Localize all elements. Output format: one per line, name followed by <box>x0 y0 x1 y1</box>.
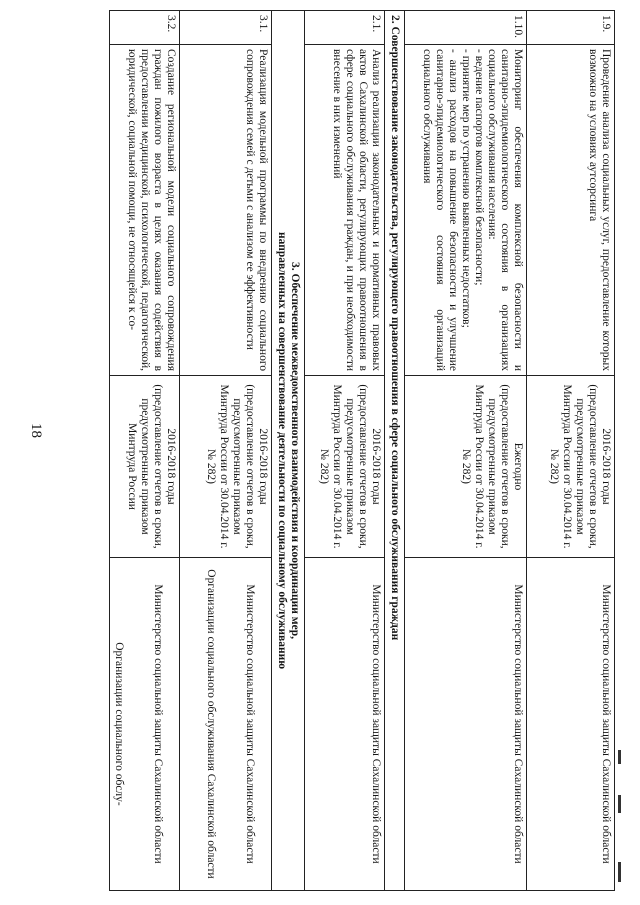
scan-margin-mark <box>618 750 621 764</box>
row-activity: Анализ реализации законодательных и нормативных правовых актов Сахалинской области, регулирующих правоотношения в сфере социального обслуживания граждан, и при необходимости внесение в них изменений <box>305 45 385 376</box>
section-title-line: направленных на совершенствование деятельности по социальному обслуживанию <box>276 231 288 669</box>
row-number: 1.9. <box>527 11 615 45</box>
table-row <box>180 11 272 891</box>
row-executor <box>110 558 180 891</box>
row-executor <box>527 558 615 891</box>
row-number: 2.1. <box>305 11 385 45</box>
row-executor-primary: Министерство социальной защиты Сахалинской области <box>152 584 164 864</box>
row-executor <box>180 558 272 891</box>
row-executor-primary: Министерство социальной защиты Сахалинской области <box>244 584 256 864</box>
row-executor-primary: Министерство социальной защиты Сахалинской области <box>512 584 524 864</box>
row-activity: Мониторинг обеспечения комплексной безопасности и санитарно-эпидемиологического состояния в организациях социального обслуживания населения: - ведение паспортов комплексной безопасности; - принятие мер по устранению выявленных недостатков; - анализ расходов на повышение безопасности и улучшение санитарно-эпидемиологического состояния организаций социального обслуживания <box>405 45 527 376</box>
row-executor-secondary: Организации социального обслу- <box>113 642 125 806</box>
row-executor <box>405 558 527 891</box>
row-number: 1.10. <box>405 11 527 45</box>
row-executor-secondary: Организации социального обслуживания Сахалинской области <box>205 569 217 879</box>
plan-table <box>109 10 615 891</box>
row-number: 3.2. <box>110 11 180 45</box>
row-term: 2016-2018 годы (предоставление отчетов в сроки, предусмотренные приказом Минтруда России от 30.04.2014 г. № 282) <box>305 376 385 558</box>
section-title <box>272 11 305 891</box>
row-activity: Создание региональной модели социального сопровождения граждан пожилого возраста в целях оказания содействия в предоставлении медицинской, психологической, педагогической, юридической, социальной помощи, не относящейся к со- <box>110 45 180 376</box>
row-executor-primary: Министерство социальной защиты Сахалинской области <box>600 584 612 864</box>
section-header <box>385 11 405 891</box>
plan-table-frame <box>60 10 615 890</box>
row-executor <box>305 558 385 891</box>
scan-margin-mark <box>618 862 621 882</box>
row-activity: Проведение анализа социальных услуг, предоставление которых возможно на условиях аутсорсинга <box>527 45 615 376</box>
row-term: 2016-2018 годы (предоставление отчетов в сроки, предусмотренные приказом Минтруда России от 30.04.2014 г. № 282) <box>527 376 615 558</box>
table-row <box>405 11 527 891</box>
row-term: Ежегодно (предоставление отчетов в сроки, предусмотренные приказом Минтруда России от 30.04.2014 г. № 282) <box>405 376 527 558</box>
page-number: 18 <box>28 423 44 438</box>
row-number: 3.1. <box>180 11 272 45</box>
row-activity: Реализация модельной программы по внедрению социального сопровождения семей с детьми с анализом ее эффективности <box>180 45 272 376</box>
section-title: 2. Совершенствование законодательства, регулирующего правоотношения в сфере социального обслуживания граждан <box>385 11 405 891</box>
scan-margin-mark <box>618 795 621 813</box>
section-title-line: 3. Обеспечение межведомственного взаимодействия и координации мер, <box>289 262 301 639</box>
section-header <box>272 11 305 891</box>
rotated-content <box>60 10 615 890</box>
table-row <box>527 11 615 891</box>
table-row <box>305 11 385 891</box>
table-row <box>110 11 180 891</box>
row-term: 2016-2018 годы (предоставление отчетов в сроки, предусмотренные приказом Минтруда России <box>110 376 180 558</box>
row-term: 2016-2018 годы (предоставление отчетов в сроки, предусмотренные приказом Минтруда России от 30.04.2014 г. № 282) <box>180 376 272 558</box>
row-executor-primary: Министерство социальной защиты Сахалинской области <box>370 584 382 864</box>
